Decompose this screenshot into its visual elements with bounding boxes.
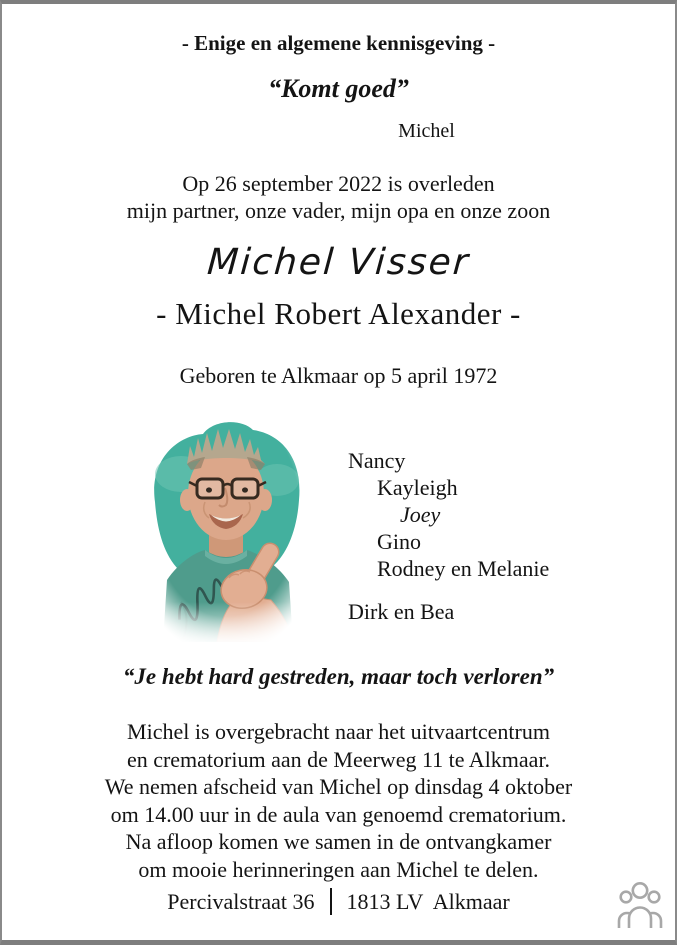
- death-announcement: [2, 170, 675, 224]
- death-line-2: mijn partner, onze vader, mijn opa en onze zoon: [126, 198, 551, 223]
- family-closing-names: Dirk en Bea: [348, 599, 455, 624]
- detail-line: en crematorium aan de Meerweg 11 te Alkmaar.: [126, 746, 551, 772]
- family-name: Joey: [400, 502, 441, 527]
- portrait-photo: [141, 402, 311, 642]
- detail-line: Na afloop komen we samen in de ontvangkamer: [125, 829, 552, 854]
- family-name: Kayleigh: [377, 475, 458, 500]
- address-street: Percivalstraat 36: [167, 888, 315, 914]
- family-names-list: [348, 447, 549, 625]
- family-name: Nancy: [348, 448, 406, 473]
- detail-line: We nemen afscheid van Michel op dinsdag 4 oktober: [104, 774, 573, 799]
- detail-line: Michel is overgebracht naar het uitvaartcentrum: [127, 719, 550, 744]
- notice-header: - Enige en algemene kennisgeving -: [181, 31, 496, 55]
- farewell-quote: “Je hebt hard gestreden, maar toch verloren”: [122, 664, 555, 689]
- deceased-name-formal: - Michel Robert Alexander -: [156, 296, 521, 331]
- motto-quote: “Komt goed”: [268, 74, 409, 103]
- detail-line: om mooie herinneringen aan Michel te delen.: [138, 856, 539, 882]
- family-name: Rodney en Melanie: [377, 556, 550, 581]
- death-line-1: Op 26 september 2022 is overleden: [182, 171, 495, 196]
- correspondence-address: [2, 888, 675, 915]
- family-silhouette-icon: [617, 880, 663, 930]
- family-name: Gino: [377, 529, 421, 554]
- address-postal-city: 1813 LV Alkmaar: [346, 888, 510, 914]
- detail-line: om 14.00 uur in de aula van genoemd crematorium.: [110, 801, 567, 827]
- birth-info: Geboren te Alkmaar op 5 april 1972: [179, 363, 498, 388]
- deceased-name-handwritten: Michel Visser: [205, 242, 472, 283]
- motto-attribution: Michel: [398, 120, 455, 142]
- funeral-details: [2, 718, 675, 883]
- address-divider: [330, 888, 332, 915]
